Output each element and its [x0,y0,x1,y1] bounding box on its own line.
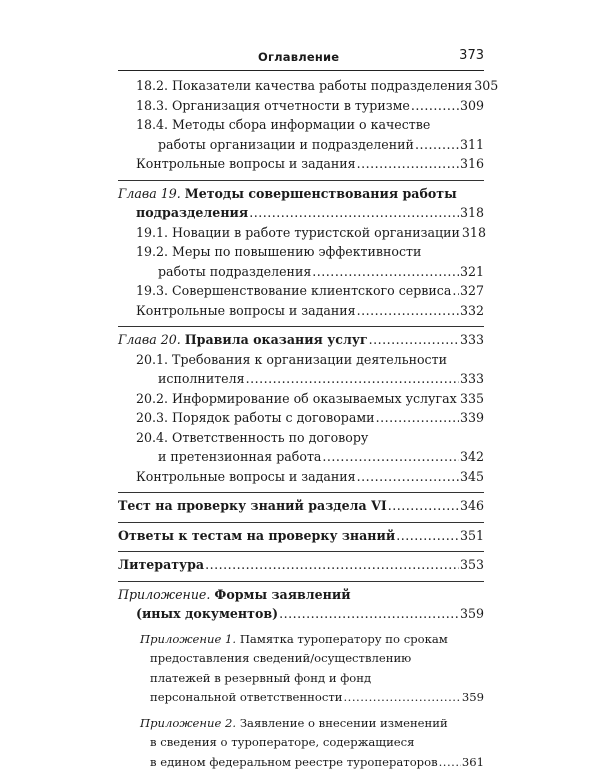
running-header [118,48,484,71]
toc-entry: 20.3. Порядок работы с договорами ..... 339 [118,408,484,428]
toc-entry: 20.2. Информирование об оказываемых услугах ..... 335 [118,389,484,409]
toc-entry: 19.1. Новации в работе туристской организации 318 [118,223,484,243]
appendix-entry-continuation: персональной ответственности ..... 359 [118,688,484,708]
table-of-contents [118,76,484,772]
toc-entry: 19.2. Меры по повышению эффективности [118,242,484,262]
chapter-heading: Глава 20. Правила оказания услуг ..... 333 [118,326,484,350]
appendix-entry-continuation: предоставления сведений/осуществлению [118,649,484,669]
appendix-heading: Приложение. Формы заявлений [118,581,484,605]
toc-entry-continuation: работы подразделения ..... 321 [118,262,484,282]
appendix-entry: Приложение 2. Заявление о внесении изменений [118,714,484,734]
appendix-heading-continuation: (иных документов) ..... 359 [118,604,484,624]
chapter-heading-continuation: подразделения ..... 318 [118,203,484,223]
toc-entry-continuation: исполнителя ..... 333 [118,369,484,389]
chapter-heading: Глава 19. Методы совершенствования работы [118,180,484,204]
appendix-entry-continuation: платежей в резервный фонд и фонд [118,669,484,689]
section-heading: Тест на проверку знаний раздела VI ..... 346 [118,492,484,516]
appendix-entry-continuation: в едином федеральном реестре туроператоров ..... 361 [118,753,484,772]
toc-entry: Контрольные вопросы и задания ..... 345 [118,467,484,487]
section-heading: Литература ..... 353 [118,551,484,575]
toc-entry: Контрольные вопросы и задания ..... 316 [118,154,484,174]
toc-entry: 18.2. Показатели качества работы подразделения 305 [118,76,484,96]
toc-entry-continuation: и претензионная работа ..... 342 [118,447,484,467]
toc-entry: Контрольные вопросы и задания ..... 332 [118,301,484,321]
toc-entry: 18.3. Организация отчетности в туризме ..... 309 [118,96,484,116]
toc-entry-continuation: работы организации и подразделений ..... 311 [118,135,484,155]
section-heading: Ответы к тестам на проверку знаний ..... 351 [118,522,484,546]
toc-entry: 18.4. Методы сбора информации о качестве [118,115,484,135]
header-page-number: 373 [459,48,484,63]
appendix-entry-continuation: в сведения о туроператоре, содержащиеся [118,733,484,753]
header-title: Оглавление [258,50,339,64]
toc-entry: 19.3. Совершенствование клиентского сервиса ..... 327 [118,281,484,301]
toc-entry: 20.4. Ответственность по договору [118,428,484,448]
appendix-entry: Приложение 1. Памятка туроператору по срокам [118,630,484,650]
toc-entry: 20.1. Требования к организации деятельности [118,350,484,370]
